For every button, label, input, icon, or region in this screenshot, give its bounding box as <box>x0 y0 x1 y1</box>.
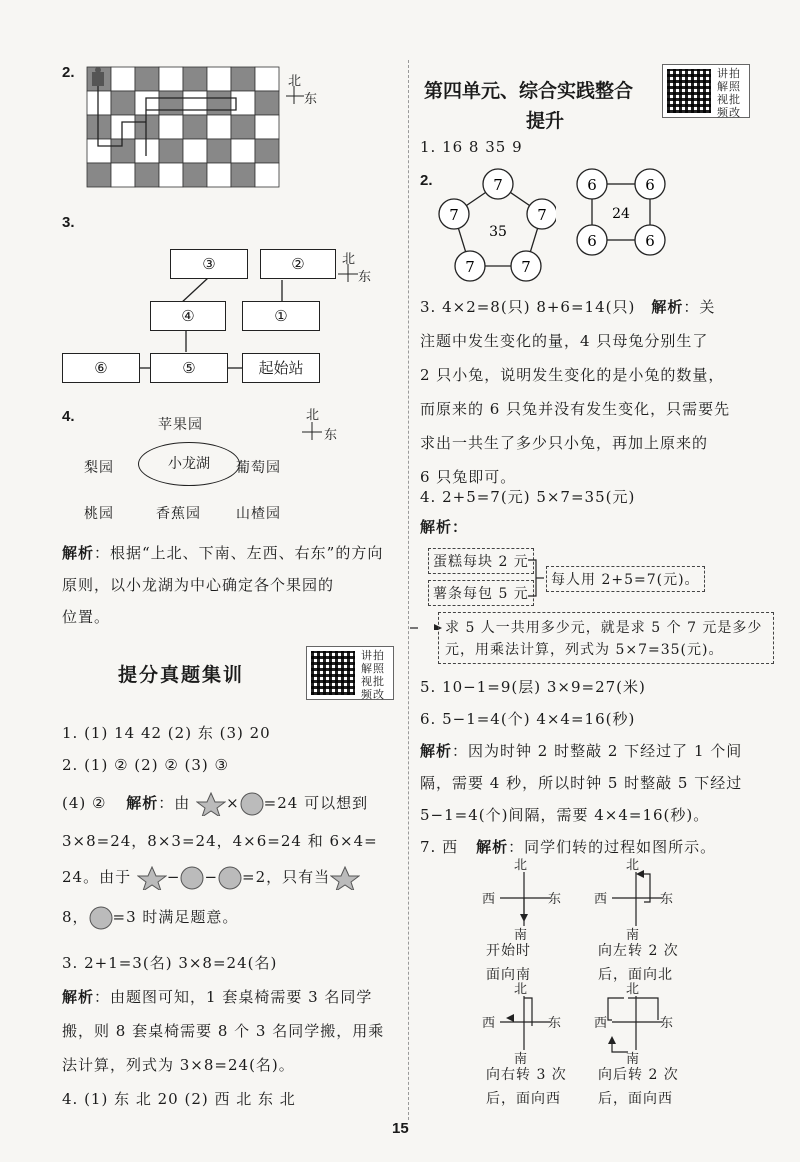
star-icon <box>137 866 167 890</box>
east-label: 东 <box>548 1016 563 1031</box>
circle-icon <box>218 866 242 890</box>
north-label: 北 <box>626 982 641 997</box>
unit-answer-6-analysis-2: 隔，需要 4 秒，所以时钟 5 时整敲 5 下经过 <box>420 774 743 792</box>
south-label: 南 <box>514 1052 529 1067</box>
compass-east-label: 东 <box>324 428 339 443</box>
caption-line-2: 后，面向西 <box>486 1091 561 1107</box>
maze-cell <box>255 163 279 187</box>
maze-cell <box>231 163 255 187</box>
unit-answer-4: 4. 2+5=7(元) 5×7=35(元) <box>420 488 636 506</box>
q4-analysis-line-2: 原则，以小龙湖为中心确定各个果园的 <box>62 576 335 594</box>
maze-cell <box>135 163 159 187</box>
unit-answer-3-line-4: 而原来的 6 只兔并没有发生变化，只需要先 <box>420 400 731 418</box>
svg-text:6: 6 <box>645 176 655 194</box>
svg-text:6: 6 <box>587 176 597 194</box>
direction-cross-2 <box>594 858 679 983</box>
q4-analysis-line-3: 位置。 <box>62 608 111 626</box>
direction-cross-3 <box>482 982 567 1107</box>
analysis-label: 解析 <box>476 838 509 856</box>
analysis-label: 解析 <box>62 988 95 1006</box>
square-node <box>635 225 665 255</box>
qr-code-icon <box>311 651 355 695</box>
maze-cell <box>231 91 255 115</box>
svg-text:7: 7 <box>537 206 547 224</box>
unit-answer-3-line-3: 2 只小兔，说明发生变化的是小兔的数量， <box>420 366 725 384</box>
caption-line-1: 向右转 3 次 <box>486 1067 567 1083</box>
station-box-5: ⑤ <box>150 353 228 383</box>
practice-3-analysis-line-3: 法计算，列式为 3×8=24(名)。 <box>62 1056 295 1074</box>
cake-price-box: 蛋糕每块 2 元 <box>428 548 534 574</box>
pentagon-node <box>483 169 513 199</box>
total-cost-box <box>438 612 774 664</box>
qr-badge-left[interactable] <box>306 646 394 700</box>
qr-label: 讲拍解照视批频改 <box>361 649 385 701</box>
maze-cell <box>111 115 135 139</box>
analysis-label: 解析 <box>651 298 684 316</box>
north-label: 北 <box>626 858 641 873</box>
maze-cell <box>159 91 183 115</box>
practice-answer-1: 1. (1) 14 42 (2) 东 (3) 20 <box>62 724 271 742</box>
svg-text:7: 7 <box>465 258 475 276</box>
orchard-banana: 香蕉园 <box>156 506 201 522</box>
caption-line-2: 面向南 <box>486 967 531 983</box>
orchard-peach: 桃园 <box>84 506 114 522</box>
maze-cell <box>207 91 231 115</box>
caption-line-2: 后，面向北 <box>598 967 673 983</box>
analysis-label: 解析 <box>62 544 95 562</box>
practice-answer-2: 2. (1) ② (2) ② (3) ③ <box>62 756 230 774</box>
south-label: 南 <box>626 1052 641 1067</box>
maze-cell <box>87 91 111 115</box>
east-label: 东 <box>548 892 563 907</box>
column-divider <box>408 60 409 1120</box>
practice-answer-2-line-2: (4) ② 解析：由 × =24 可以想到 <box>62 792 368 816</box>
q3-number: 3. <box>62 214 75 231</box>
orchard-grape: 葡萄园 <box>236 460 281 476</box>
maze-cell <box>231 115 255 139</box>
svg-text:6: 6 <box>587 232 597 250</box>
compass-east-label: 东 <box>358 270 373 285</box>
qr-code-icon <box>667 69 711 113</box>
square-node <box>577 169 607 199</box>
analysis-label: 解析 <box>420 742 453 760</box>
maze-cell <box>111 163 135 187</box>
square-diagram <box>574 166 674 258</box>
maze-cell <box>159 115 183 139</box>
station-box-4: ④ <box>150 301 226 331</box>
maze-cell <box>135 67 159 91</box>
north-label: 北 <box>514 858 529 873</box>
unit-answer-3-line-2: 注题中发生变化的量，4 只母兔分别生了 <box>420 332 709 350</box>
caption-line-2: 后，面向西 <box>598 1091 673 1107</box>
maze-cell <box>87 115 111 139</box>
unit-answer-3: 3. 4×2=8(只) 8+6=14(只) 解析：关 <box>420 298 716 316</box>
west-label: 西 <box>482 1016 497 1031</box>
unit-answer-5: 5. 10−1=9(层) 3×9=27(米) <box>420 678 646 696</box>
per-person-box: 每人用 2+5=7(元)。 <box>546 566 705 592</box>
pentagon-node <box>511 251 541 281</box>
pentagon-node <box>439 199 469 229</box>
maze-cell <box>255 67 279 91</box>
station-box-6: ⑥ <box>62 353 140 383</box>
qr-label: 讲拍解照视批频改 <box>717 67 741 119</box>
maze-cell <box>111 139 135 163</box>
compass-cross-icon <box>284 84 306 106</box>
q3-compass <box>336 248 376 288</box>
svg-text:6: 6 <box>645 232 655 250</box>
circle-icon <box>180 866 204 890</box>
caption-line-1: 开始时 <box>486 943 531 959</box>
unit-answer-6-analysis-1: 解析：因为时钟 2 时整敲 2 下经过了 1 个间 <box>420 742 743 760</box>
south-label: 南 <box>626 928 641 943</box>
maze-cell <box>87 163 111 187</box>
pentagon-node <box>527 199 556 229</box>
practice-3-analysis-line-2: 搬，则 8 套桌椅需要 8 个 3 名同学搬，用乘 <box>62 1022 385 1040</box>
q2-compass <box>284 70 324 110</box>
total-cost-line-1: 求 5 人一共用多少元，就是求 5 个 7 元是多少 <box>445 620 763 636</box>
orchard-apple: 苹果园 <box>158 417 203 433</box>
maze-cell <box>207 115 231 139</box>
maze-cell <box>135 91 159 115</box>
svg-text:7: 7 <box>493 176 503 194</box>
station-box-3: ③ <box>170 249 248 279</box>
maze-cell <box>183 91 207 115</box>
q2-number: 2. <box>62 64 75 81</box>
unit-answer-6: 6. 5−1=4(个) 4×4=16(秒) <box>420 710 636 728</box>
maze-cell <box>183 139 207 163</box>
practice-answer-4: 4. (1) 东 北 20 (2) 西 北 东 北 <box>62 1090 296 1108</box>
orchard-pear: 梨园 <box>84 460 114 476</box>
practice-3-analysis-line-1: 解析：由题图可知，1 套桌椅需要 3 名同学 <box>62 988 373 1006</box>
circle-icon <box>240 792 264 816</box>
practice-answer-2-line-4: 24。由于 − − =2，只有当 <box>62 866 360 890</box>
maze-cell <box>135 115 159 139</box>
unit-answer-6-analysis-3: 5−1=4(个)间隔，需要 4×4=16(秒)。 <box>420 806 710 824</box>
east-label: 东 <box>660 892 675 907</box>
caption-line-1: 向后转 2 次 <box>598 1067 679 1083</box>
analysis-label: 解析 <box>126 794 159 812</box>
unit-answer-3-line-5: 求出一共生了多少只小兔，再加上原来的 <box>420 434 709 452</box>
maze-cell <box>231 67 255 91</box>
compass-north-label: 北 <box>342 252 357 267</box>
practice-answer-3: 3. 2+1=3(名) 3×8=24(名) <box>62 954 278 972</box>
west-label: 西 <box>594 892 609 907</box>
north-label: 北 <box>514 982 529 997</box>
compass-north-label: 北 <box>288 74 303 89</box>
page-number: 15 <box>392 1120 409 1137</box>
square-center-value: 24 <box>612 206 630 222</box>
qr-badge-right[interactable] <box>662 64 750 118</box>
svg-text:7: 7 <box>521 258 531 276</box>
maze-cell <box>255 91 279 115</box>
star-icon <box>196 792 226 816</box>
q4-compass <box>300 404 344 444</box>
unit-answer-1: 1. 16 8 35 9 <box>420 138 523 156</box>
total-cost-line-2: 元，用乘法计算，列式为 5×7=35(元)。 <box>445 642 724 658</box>
caption-line-1: 向左转 2 次 <box>598 943 679 959</box>
maze-cell <box>159 139 183 163</box>
compass-east-label: 东 <box>304 92 319 107</box>
station-box-start: 起始站 <box>242 353 320 383</box>
maze-cell <box>111 91 135 115</box>
star-icon <box>330 866 360 890</box>
direction-cross-1 <box>482 858 566 983</box>
orchard-hawthorn: 山楂园 <box>236 506 281 522</box>
east-label: 东 <box>660 1016 675 1031</box>
maze-cell <box>183 115 207 139</box>
station-box-2: ② <box>260 249 336 279</box>
south-label: 南 <box>514 928 529 943</box>
maze-cell <box>111 67 135 91</box>
maze-cell <box>183 163 207 187</box>
pentagon-center-value: 35 <box>489 224 507 240</box>
compass-cross-icon <box>336 262 360 284</box>
section-title-practice: 提分真题集训 <box>118 664 245 686</box>
west-label: 西 <box>594 1016 609 1031</box>
compass-north-label: 北 <box>306 408 321 423</box>
station-box-1: ① <box>242 301 320 331</box>
maze-cell <box>159 163 183 187</box>
practice-answer-2-line-3: 3×8=24，8×3=24，4×6=24 和 6×4= <box>62 832 378 850</box>
checkerboard-maze <box>86 66 286 190</box>
square-node <box>577 225 607 255</box>
maze-cell <box>135 139 159 163</box>
compass-cross-icon <box>300 420 326 442</box>
maze-cell <box>231 139 255 163</box>
maze-cell <box>255 139 279 163</box>
unit-title-line-1: 第四单元、综合实践整合 <box>424 80 634 102</box>
maze-cell <box>255 115 279 139</box>
q4-number: 4. <box>62 408 75 425</box>
unit-answer-7: 7. 西 解析：同学们转的过程如图所示。 <box>420 838 717 856</box>
maze-cell <box>183 67 207 91</box>
q4-analysis-line-1: 解析：根据“上北、下南、左西、右东”的方向 <box>62 544 384 562</box>
direction-cross-4 <box>594 982 679 1107</box>
lake-center: 小龙湖 <box>138 442 240 486</box>
pentagon-node <box>455 251 485 281</box>
square-node <box>635 169 665 199</box>
unit-answer-3-line-6: 6 只兔即可。 <box>420 468 517 486</box>
west-label: 西 <box>482 892 497 907</box>
maze-cell <box>207 67 231 91</box>
maze-cell <box>207 163 231 187</box>
unit-title-line-2: 提升 <box>526 110 565 132</box>
pentagon-diagram <box>436 166 556 286</box>
circle-icon <box>89 906 113 930</box>
brace-connector <box>526 556 546 600</box>
unit-answer-2-number: 2. <box>420 172 433 189</box>
maze-cell <box>207 139 231 163</box>
maze-cell <box>159 67 183 91</box>
practice-answer-2-line-5: 8， =3 时满足题意。 <box>62 906 238 930</box>
fries-price-box: 薯条每包 5 元 <box>428 580 534 606</box>
svg-text:7: 7 <box>449 206 459 224</box>
unit-answer-4-analysis-label: 解析： <box>420 518 469 536</box>
maze-cell <box>87 139 111 163</box>
